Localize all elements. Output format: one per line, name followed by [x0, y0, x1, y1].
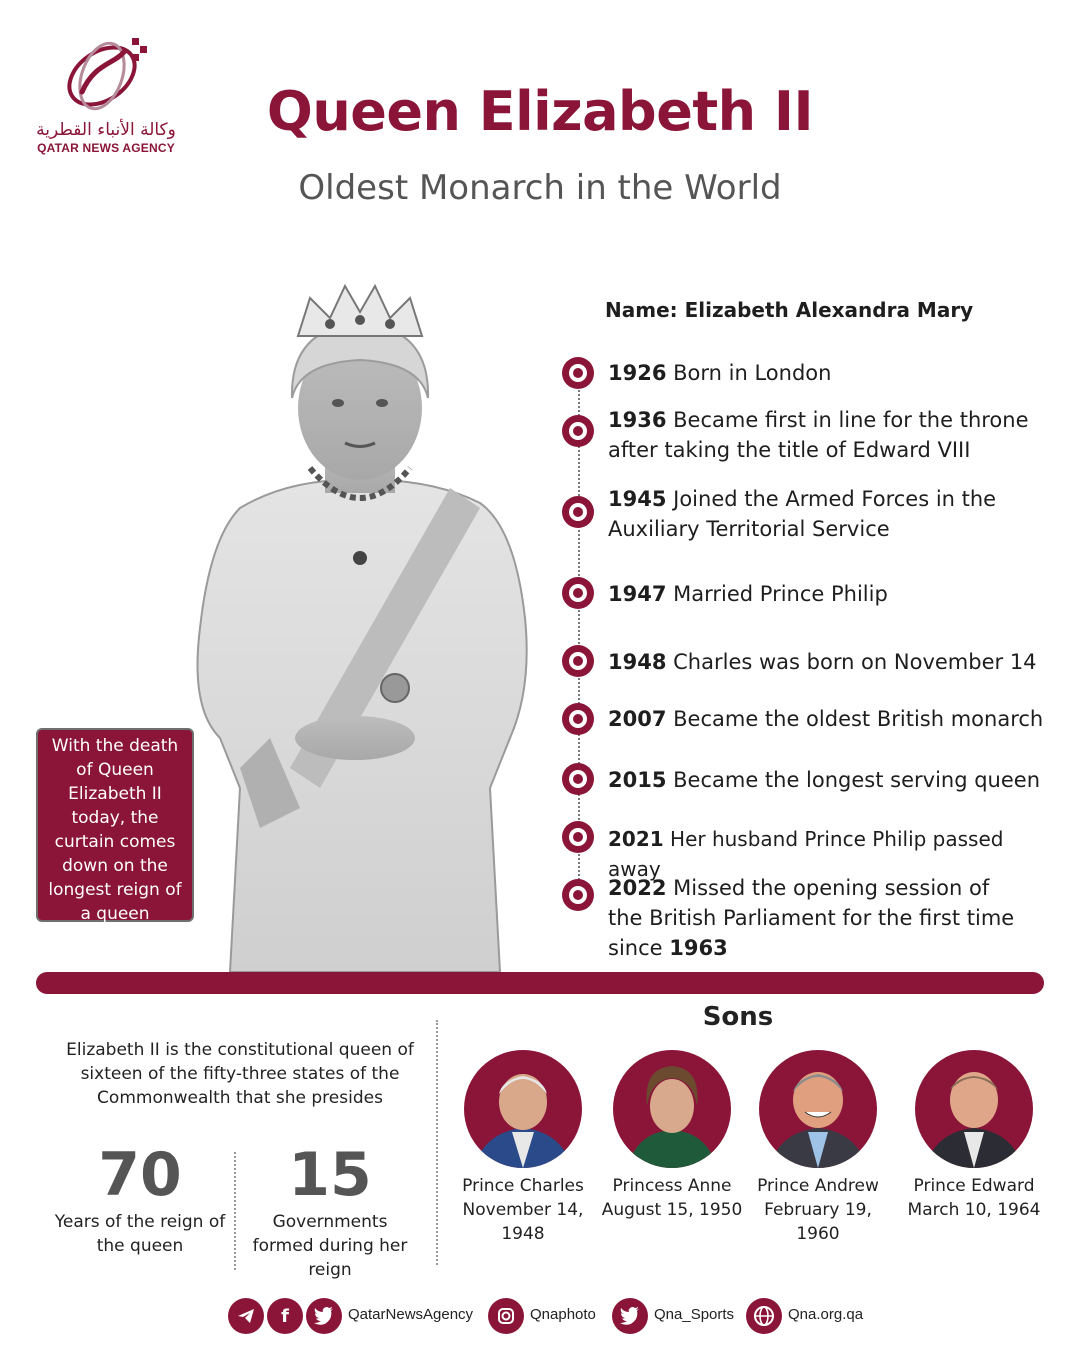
son-card	[899, 1050, 1049, 1222]
page-title: Queen Elizabeth II	[266, 80, 814, 143]
son-name: Prince Charles	[462, 1176, 584, 1196]
son-birthdate: February 19, 1960	[764, 1200, 872, 1244]
timeline-line	[578, 375, 580, 895]
timeline-text	[608, 405, 1058, 465]
son-birthdate: March 10, 1964	[907, 1200, 1041, 1220]
instagram-icon[interactable]	[488, 1298, 524, 1334]
section-divider	[36, 972, 1044, 994]
timeline-dot-icon	[562, 415, 594, 447]
timeline-text	[608, 358, 1058, 388]
timeline-text	[608, 647, 1058, 677]
instagram-handle-link[interactable]: Qnaphoto	[530, 1306, 596, 1323]
son-card	[448, 1050, 598, 1246]
timeline-dot-icon	[562, 496, 594, 528]
timeline-dot-icon	[562, 763, 594, 795]
timeline-desc: Married Prince Philip	[666, 582, 888, 606]
qna-emblem-icon	[54, 34, 154, 119]
timeline-text	[608, 484, 1058, 544]
timeline-year: 1948	[608, 650, 667, 674]
stat-number: 15	[288, 1140, 372, 1210]
stat-reign-years	[50, 1140, 230, 1258]
commonwealth-description: Elizabeth II is the constitutional queen of sixteen of the fifty-three states of the Commonwealth that she presides	[66, 1040, 414, 1108]
son-name: Prince Andrew	[757, 1176, 879, 1196]
timeline-year: 2007	[608, 707, 667, 731]
timeline-year: 2021	[608, 827, 664, 851]
timeline-dot-icon	[562, 821, 594, 853]
page-subtitle: Oldest Monarch in the World	[298, 168, 782, 208]
son-birthdate: August 15, 1950	[601, 1200, 743, 1220]
son-name: Princess Anne	[612, 1176, 732, 1196]
timeline-desc: Charles was born on November 14	[666, 650, 1037, 674]
section-separator	[436, 1020, 438, 1265]
timeline-dot-icon	[562, 703, 594, 735]
stat-label: Governments formed during her reign	[252, 1212, 408, 1280]
stat-label: Years of the reign of the queen	[54, 1212, 226, 1256]
son-photo	[613, 1050, 731, 1168]
timeline-year: 1926	[608, 361, 667, 385]
facebook-icon[interactable]: f	[267, 1298, 303, 1334]
son-card	[743, 1050, 893, 1246]
timeline-year-tail: 1963	[669, 936, 728, 960]
timeline-year: 1945	[608, 487, 667, 511]
twitter-icon[interactable]	[612, 1298, 648, 1334]
timeline-desc: Missed the opening session of the British Parliament for the first time since	[608, 876, 1015, 960]
timeline-desc: Became the oldest British monarch	[666, 707, 1044, 731]
death-callout: With the death of Queen Elizabeth II today, the curtain comes down on the longest reign of a queen	[36, 728, 194, 922]
timeline-year: 1936	[608, 408, 667, 432]
stat-separator	[234, 1152, 236, 1270]
timeline-desc: Born in London	[666, 361, 832, 385]
timeline-desc: Became the longest serving queen	[666, 768, 1041, 792]
son-card	[597, 1050, 747, 1222]
son-photo	[759, 1050, 877, 1168]
telegram-icon[interactable]	[228, 1298, 264, 1334]
qna-logo	[36, 34, 176, 159]
timeline-desc: Became first in line for the throne after taking the title of Edward VIII	[608, 408, 1029, 462]
son-birthdate: November 14, 1948	[462, 1200, 584, 1244]
timeline-text	[608, 873, 1028, 963]
timeline-text	[608, 704, 1058, 734]
queen-portrait	[180, 268, 540, 972]
main-handle-link[interactable]: QatarNewsAgency	[348, 1306, 474, 1323]
globe-icon[interactable]	[746, 1298, 782, 1334]
logo-arabic-text: وكالة الأنباء القطرية	[36, 120, 176, 140]
sports-handle-link[interactable]: Qna_Sports	[654, 1306, 735, 1323]
son-photo	[915, 1050, 1033, 1168]
son-photo	[464, 1050, 582, 1168]
timeline-text	[608, 765, 1058, 795]
footer	[0, 1298, 1080, 1338]
timeline-dot-icon	[562, 577, 594, 609]
stat-governments	[240, 1140, 420, 1282]
stat-number: 70	[98, 1140, 182, 1210]
timeline-desc: Joined the Armed Forces in the Auxiliary Territorial Service	[608, 487, 997, 541]
timeline-dot-icon	[562, 879, 594, 911]
twitter-icon[interactable]	[306, 1298, 342, 1334]
full-name-label: Name: Elizabeth Alexandra Mary	[605, 298, 974, 322]
timeline-year: 2022	[608, 876, 667, 900]
sons-title: Sons	[702, 1002, 774, 1032]
timeline-text	[608, 579, 1058, 609]
timeline-desc: Her husband Prince Philip passed away	[608, 827, 1004, 881]
website-link[interactable]: Qna.org.qa	[788, 1306, 864, 1323]
timeline-dot-icon	[562, 645, 594, 677]
timeline-dot-icon	[562, 357, 594, 389]
timeline-year: 2015	[608, 768, 667, 792]
logo-english-text: QATAR NEWS AGENCY	[37, 141, 175, 155]
timeline-year: 1947	[608, 582, 667, 606]
son-name: Prince Edward	[913, 1176, 1035, 1196]
